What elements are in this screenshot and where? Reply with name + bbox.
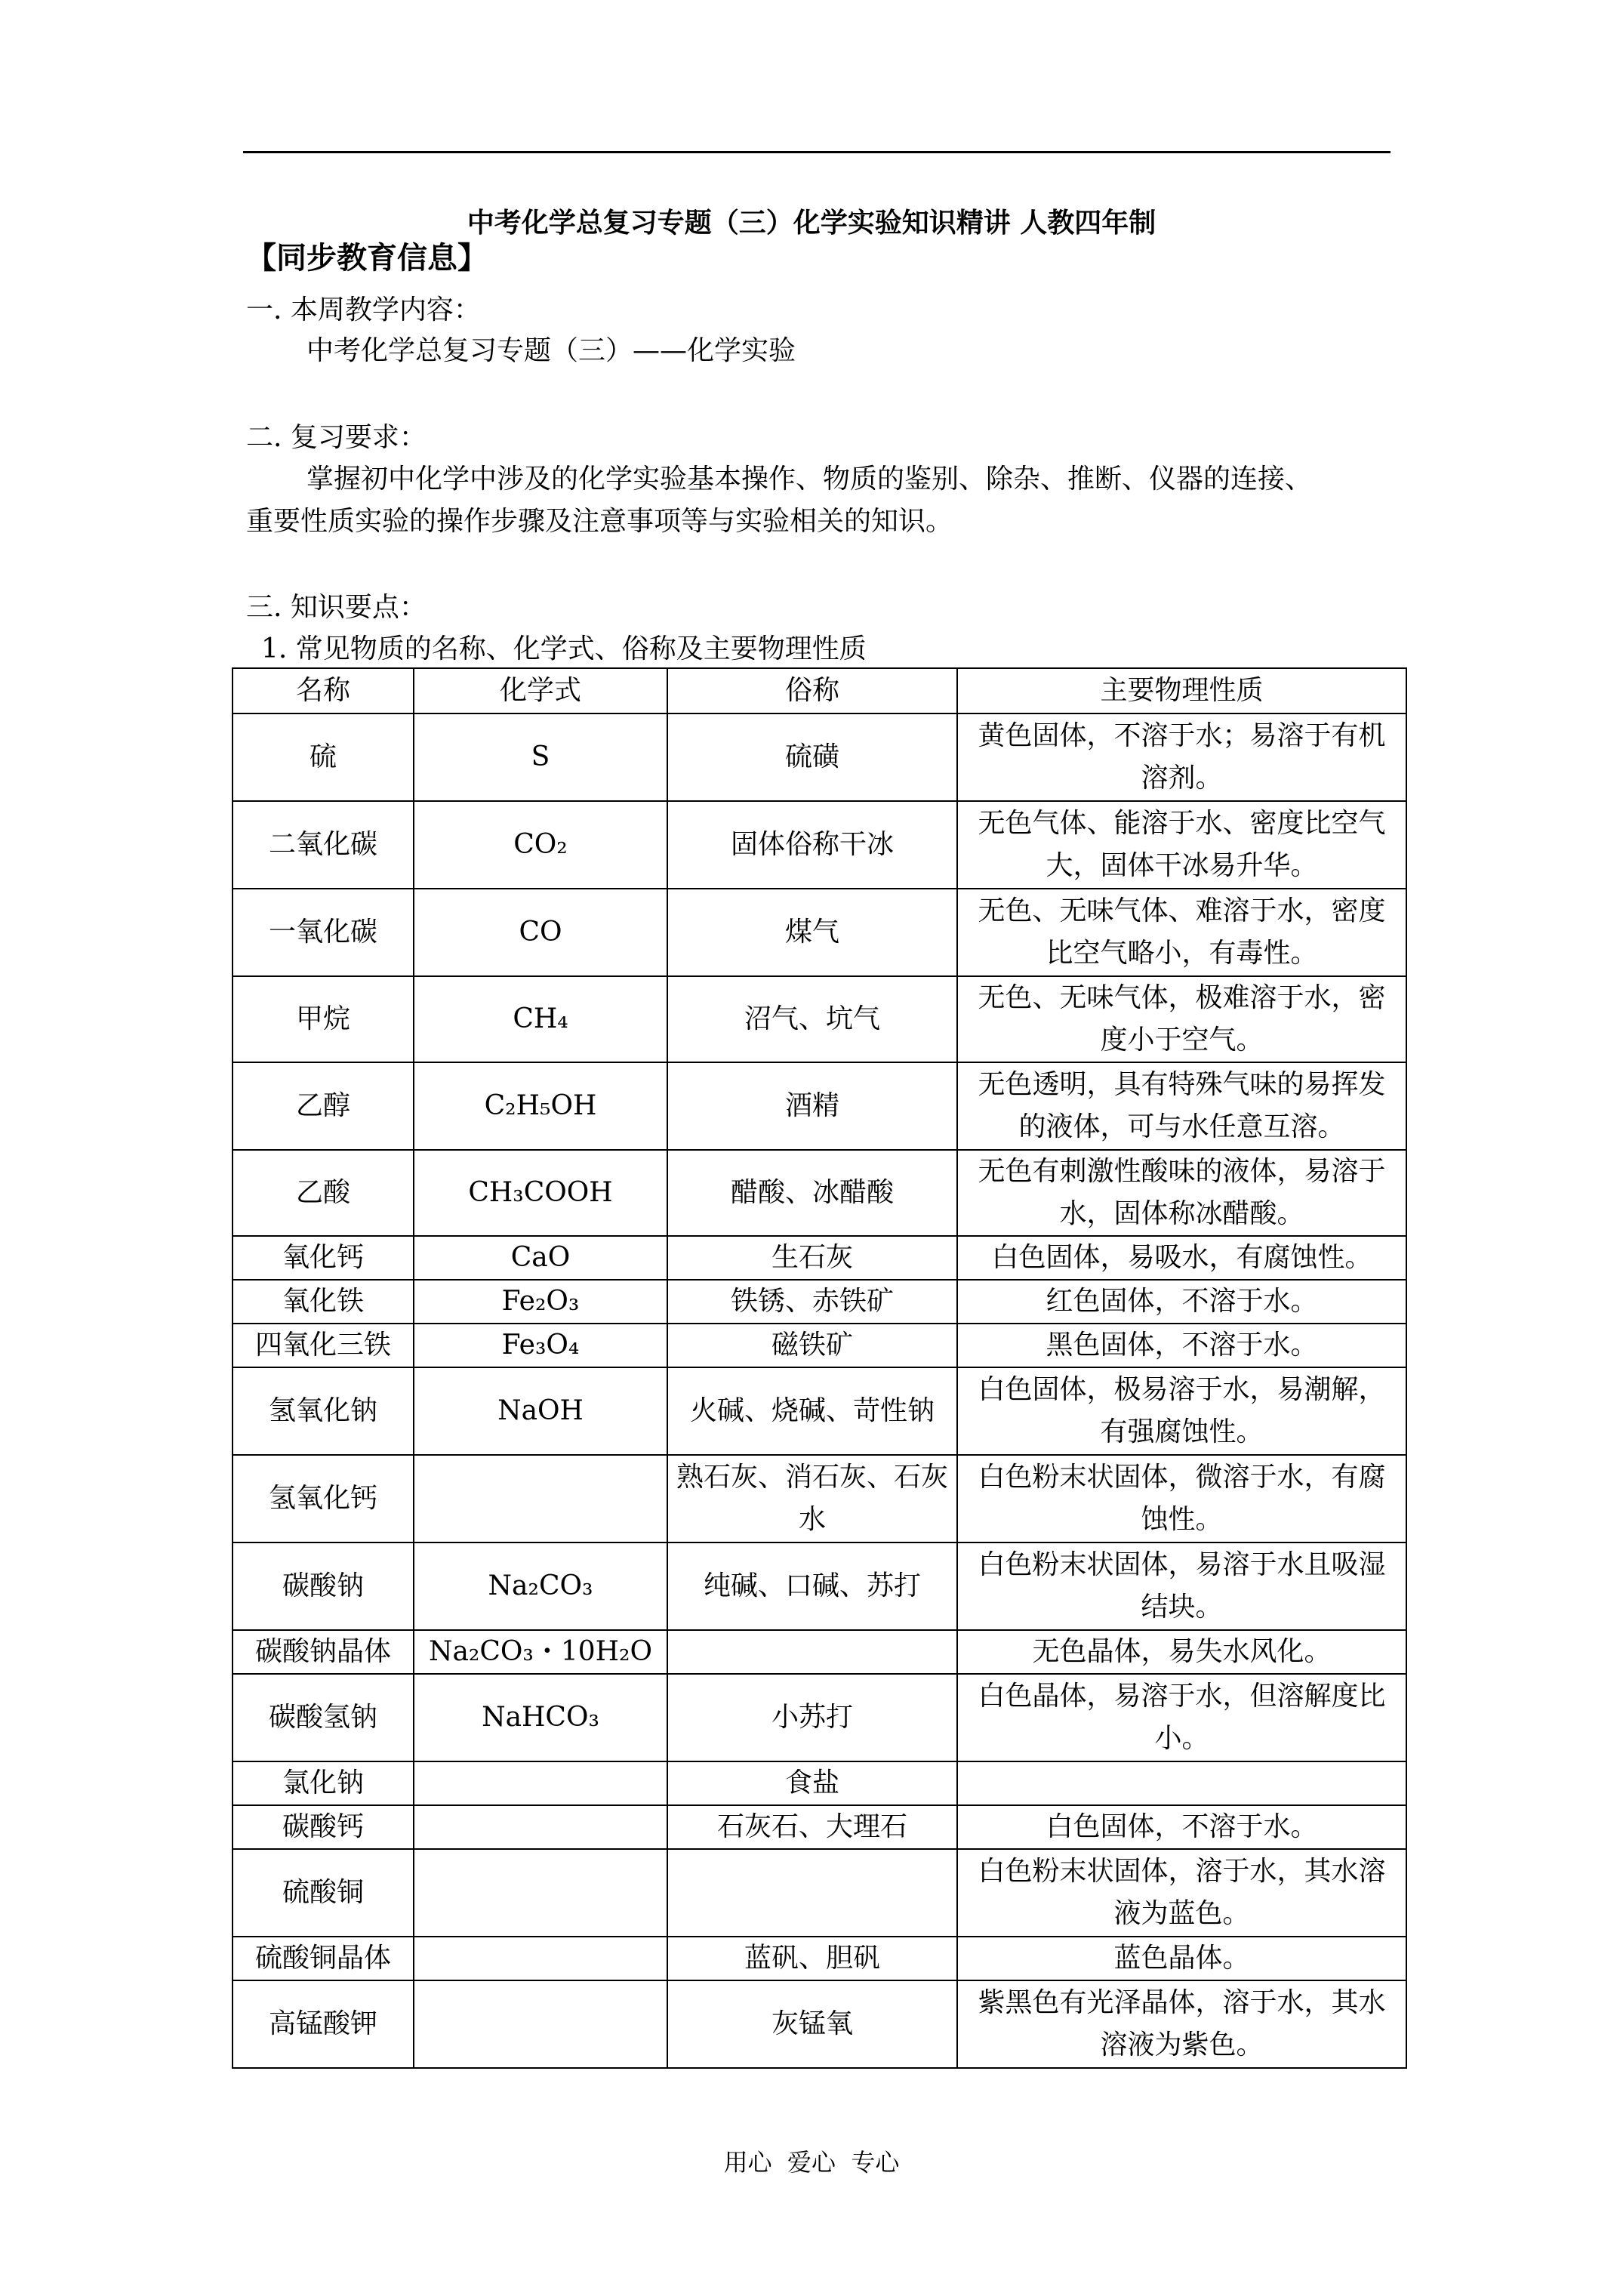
cell-properties: 白色固体，不溶于水。 (957, 1805, 1406, 1849)
table-row (233, 976, 1406, 1062)
table-row (233, 1062, 1406, 1150)
part3-heading: 三. 知识要点： (246, 592, 427, 623)
cell-properties: 无色气体、能溶于水、密度比空气大，固体干冰易升华。 (957, 801, 1406, 889)
cell-common-name: 火碱、烧碱、苛性钠 (667, 1367, 957, 1455)
header-formula: 化学式 (414, 668, 667, 713)
cell-name: 四氧化三铁 (233, 1324, 414, 1367)
document-title: 中考化学总复习专题（三）化学实验知识精讲 人教四年制 (467, 207, 1156, 239)
cell-common-name: 熟石灰、消石灰、石灰水 (667, 1455, 957, 1542)
cell-name: 乙醇 (233, 1062, 414, 1150)
part2-line2: 重要性质实验的操作步骤及注意事项等与实验相关的知识。 (246, 506, 953, 537)
cell-formula (414, 1805, 667, 1849)
cell-properties: 黄色固体，不溶于水；易溶于有机溶剂。 (957, 713, 1406, 801)
cell-properties: 无色有刺激性酸味的液体，易溶于水，固体称冰醋酸。 (957, 1150, 1406, 1236)
cell-formula: NaHCO₃ (414, 1674, 667, 1761)
table-row (233, 889, 1406, 976)
cell-name: 乙酸 (233, 1150, 414, 1236)
cell-common-name: 煤气 (667, 889, 957, 976)
cell-name: 硫酸铜晶体 (233, 1937, 414, 1980)
cell-formula: Fe₂O₃ (414, 1280, 667, 1324)
cell-formula: C₂H₅OH (414, 1062, 667, 1150)
cell-common-name (667, 1630, 957, 1674)
cell-name: 碳酸氢钠 (233, 1674, 414, 1761)
section-heading: 【同步教育信息】 (246, 240, 488, 276)
cell-properties: 白色粉末状固体，溶于水，其水溶液为蓝色。 (957, 1849, 1406, 1937)
cell-properties: 蓝色晶体。 (957, 1937, 1406, 1980)
table-row (233, 1937, 1406, 1980)
cell-name: 碳酸钠晶体 (233, 1630, 414, 1674)
cell-formula: NaOH (414, 1367, 667, 1455)
cell-formula: CO₂ (414, 801, 667, 889)
cell-common-name: 硫磺 (667, 713, 957, 801)
table-row (233, 1980, 1406, 2068)
cell-formula: CH₃COOH (414, 1150, 667, 1236)
cell-formula: CH₄ (414, 976, 667, 1062)
cell-name: 氯化钠 (233, 1761, 414, 1805)
cell-formula: CO (414, 889, 667, 976)
cell-properties: 无色透明，具有特殊气味的易挥发的液体，可与水任意互溶。 (957, 1062, 1406, 1150)
table-row (233, 1324, 1406, 1367)
part1-heading: 一. 本周教学内容： (246, 294, 481, 325)
table-row (233, 713, 1406, 801)
cell-common-name (667, 1849, 957, 1937)
part2-heading: 二. 复习要求： (246, 422, 427, 453)
table-row (233, 1761, 1406, 1805)
header-common-name: 俗称 (667, 668, 957, 713)
part2-line1: 掌握初中化学中涉及的化学实验基本操作、物质的鉴别、除杂、推断、仪器的连接、 (306, 464, 1313, 495)
header-properties: 主要物理性质 (957, 668, 1406, 713)
cell-properties (957, 1761, 1406, 1805)
cell-common-name: 蓝矾、胆矾 (667, 1937, 957, 1980)
table-row (233, 1674, 1406, 1761)
cell-formula (414, 1980, 667, 2068)
part1-text: 中考化学总复习专题（三）——化学实验 (306, 335, 796, 366)
header-name: 名称 (233, 668, 414, 713)
cell-name: 硫酸铜 (233, 1849, 414, 1937)
cell-common-name: 生石灰 (667, 1236, 957, 1280)
substance-table (232, 667, 1495, 2069)
cell-common-name: 醋酸、冰醋酸 (667, 1150, 957, 1236)
cell-name: 氧化铁 (233, 1280, 414, 1324)
cell-name: 一氧化碳 (233, 889, 414, 976)
cell-name: 高锰酸钾 (233, 1980, 414, 2068)
part3-item1: 1. 常见物质的名称、化学式、俗称及主要物理性质 (261, 633, 867, 664)
table-row (233, 1630, 1406, 1674)
cell-common-name: 固体俗称干冰 (667, 801, 957, 889)
header-rule (243, 151, 1390, 153)
cell-properties: 白色粉末状固体，易溶于水且吸湿结块。 (957, 1542, 1406, 1630)
cell-formula: Fe₃O₄ (414, 1324, 667, 1367)
cell-common-name: 沼气、坑气 (667, 976, 957, 1062)
cell-properties: 红色固体，不溶于水。 (957, 1280, 1406, 1324)
cell-properties: 无色、无味气体、难溶于水，密度比空气略小，有毒性。 (957, 889, 1406, 976)
cell-common-name: 酒精 (667, 1062, 957, 1150)
cell-formula: S (414, 713, 667, 801)
cell-properties: 白色晶体，易溶于水，但溶解度比 小。 (957, 1674, 1406, 1761)
cell-name: 甲烷 (233, 976, 414, 1062)
cell-common-name: 铁锈、赤铁矿 (667, 1280, 957, 1324)
cell-name: 碳酸钠 (233, 1542, 414, 1630)
cell-properties: 白色固体，易吸水，有腐蚀性。 (957, 1236, 1406, 1280)
table-row (233, 1849, 1406, 1937)
table-row (233, 1805, 1406, 1849)
table-row (233, 1150, 1406, 1236)
cell-common-name: 小苏打 (667, 1674, 957, 1761)
cell-common-name: 灰锰氧 (667, 1980, 957, 2068)
table-row (233, 1236, 1406, 1280)
cell-common-name: 石灰石、大理石 (667, 1805, 957, 1849)
cell-formula (414, 1761, 667, 1805)
table-row (233, 1542, 1406, 1630)
cell-formula (414, 1937, 667, 1980)
footer-text: 用心 爱心 专心 (723, 2148, 900, 2177)
cell-properties: 黑色固体，不溶于水。 (957, 1324, 1406, 1367)
table-row (233, 801, 1406, 889)
cell-formula (414, 1455, 667, 1542)
cell-name: 氢氧化钠 (233, 1367, 414, 1455)
cell-properties: 白色固体，极易溶于水，易潮解，有强腐蚀性。 (957, 1367, 1406, 1455)
cell-common-name: 食盐 (667, 1761, 957, 1805)
table-row (233, 1367, 1406, 1455)
table-row (233, 1280, 1406, 1324)
cell-common-name: 磁铁矿 (667, 1324, 957, 1367)
cell-name: 硫 (233, 713, 414, 801)
table-header-row (233, 668, 1406, 713)
cell-properties: 无色晶体，易失水风化。 (957, 1630, 1406, 1674)
cell-common-name: 纯碱、口碱、苏打 (667, 1542, 957, 1630)
cell-formula: Na₂CO₃ (414, 1542, 667, 1630)
cell-properties: 白色粉末状固体，微溶于水，有腐蚀性。 (957, 1455, 1406, 1542)
cell-name: 氧化钙 (233, 1236, 414, 1280)
cell-formula: Na₂CO₃・10H₂O (414, 1630, 667, 1674)
cell-formula (414, 1849, 667, 1937)
cell-properties: 无色、无味气体，极难溶于水，密度小于空气。 (957, 976, 1406, 1062)
cell-name: 二氧化碳 (233, 801, 414, 889)
table-row (233, 1455, 1406, 1542)
cell-formula: CaO (414, 1236, 667, 1280)
cell-properties: 紫黑色有光泽晶体，溶于水，其水溶液为紫色。 (957, 1980, 1406, 2068)
cell-name: 碳酸钙 (233, 1805, 414, 1849)
cell-name: 氢氧化钙 (233, 1455, 414, 1542)
